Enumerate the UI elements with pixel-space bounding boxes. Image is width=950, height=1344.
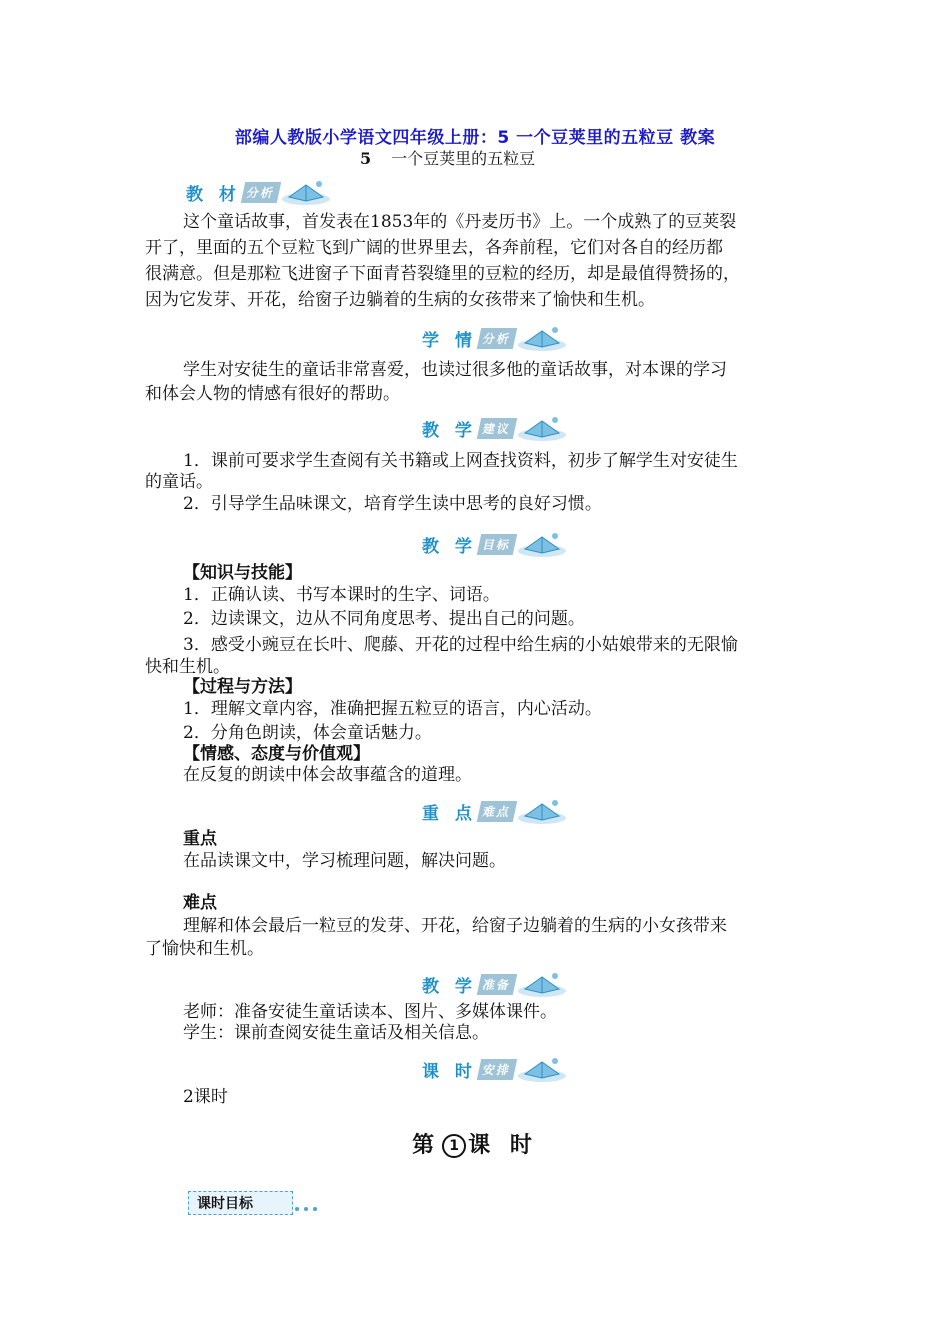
goal-e1: 在反复的朗读中体会故事蕴含的道理。 — [183, 765, 472, 785]
document-title: 部编人教版小学语文四年级上册：5 一个豆荚里的五粒豆 教案 — [234, 128, 716, 148]
goal-p2: 2．分角色朗读，体会童话魅力。 — [183, 723, 432, 743]
analysis-line-3: 很满意。但是那粒飞进窗子下面青苔裂缝里的豆粒的经历，却是最值得赞扬的， — [145, 264, 740, 284]
difficulty-heading: 难点 — [183, 893, 217, 913]
goal-emotion-heading: 【情感、态度与价值观】 — [183, 744, 370, 764]
book-icon — [517, 1054, 567, 1084]
subtitle-text: 一个豆荚里的五粒豆 — [391, 149, 536, 168]
lesson-heading: 第 1 课 时 — [412, 1133, 538, 1158]
book-icon — [517, 796, 567, 826]
goal-k3-line-2: 快和生机。 — [145, 657, 230, 677]
book-icon — [517, 323, 567, 353]
section-badge-suggest: 教 学 建议 — [422, 412, 567, 444]
goal-knowledge-heading: 【知识与技能】 — [183, 563, 302, 583]
lesson-subtitle — [360, 146, 535, 169]
goal-process-heading: 【过程与方法】 — [183, 677, 302, 697]
lesson-goal-box: 课时目标 — [188, 1191, 293, 1215]
section-badge-hours: 课 时 安排 — [422, 1053, 567, 1085]
section-badge-student: 学 情 分析 — [422, 322, 567, 354]
student-line-1: 学生对安徒生的童话非常喜爱，也读过很多他的童话故事，对本课的学习 — [183, 360, 727, 380]
suggest-line-3: 2．引导学生品味课文，培育学生读中思考的良好习惯。 — [183, 494, 602, 514]
difficulty-line-2: 了愉快和生机。 — [145, 939, 264, 959]
goal-k1: 1．正确认读、书写本课时的生字、词语。 — [183, 585, 500, 605]
goal-k2: 2．边读课文，边从不同角度思考、提出自己的问题。 — [183, 609, 585, 629]
suggest-line-2: 的童话。 — [145, 472, 213, 492]
key-point-text: 在品读课文中，学习梳理问题，解决问题。 — [183, 851, 506, 871]
section-badge-goals: 教 学 目标 — [422, 528, 567, 560]
subtitle-number: 5 — [360, 149, 372, 168]
key-point-heading: 重点 — [183, 829, 217, 849]
book-icon — [517, 969, 567, 999]
goal-k3-line-1: 3．感受小豌豆在长叶、爬藤、开花的过程中给生病的小姑娘带来的无限愉 — [183, 635, 738, 655]
difficulty-line-1: 理解和体会最后一粒豆的发芽、开花，给窗子边躺着的生病的小女孩带来 — [183, 916, 727, 936]
dots-decoration-icon — [293, 1203, 325, 1215]
goal-p1: 1．理解文章内容，准确把握五粒豆的语言，内心活动。 — [183, 699, 602, 719]
book-icon — [517, 529, 567, 559]
suggest-line-1: 1．课前可要求学生查阅有关书籍或上网查找资料，初步了解学生对安徒生 — [183, 451, 738, 471]
prep-student: 学生：课前查阅安徒生童话及相关信息。 — [183, 1023, 489, 1043]
section-badge-analysis: 教 材 分析 — [186, 176, 331, 208]
book-icon — [281, 177, 331, 207]
analysis-line-2: 开了，里面的五个豆粒飞到广阔的世界里去，各奔前程，它们对各自的经历都 — [145, 238, 723, 258]
book-icon — [517, 413, 567, 443]
section-badge-prep: 教 学 准备 — [422, 968, 567, 1000]
analysis-line-4: 因为它发芽、开花，给窗子边躺着的生病的女孩带来了愉快和生机。 — [145, 290, 655, 310]
section-badge-keys: 重 点 难点 — [422, 795, 567, 827]
lesson-number: 1 — [442, 1134, 466, 1158]
class-hours: 2课时 — [183, 1087, 228, 1107]
analysis-line-1: 这个童话故事，首发表在1853年的《丹麦历书》上。一个成熟了的豆荚裂 — [183, 212, 737, 232]
prep-teacher: 老师：准备安徒生童话读本、图片、多媒体课件。 — [183, 1002, 557, 1022]
student-line-2: 和体会人物的情感有很好的帮助。 — [145, 384, 400, 404]
